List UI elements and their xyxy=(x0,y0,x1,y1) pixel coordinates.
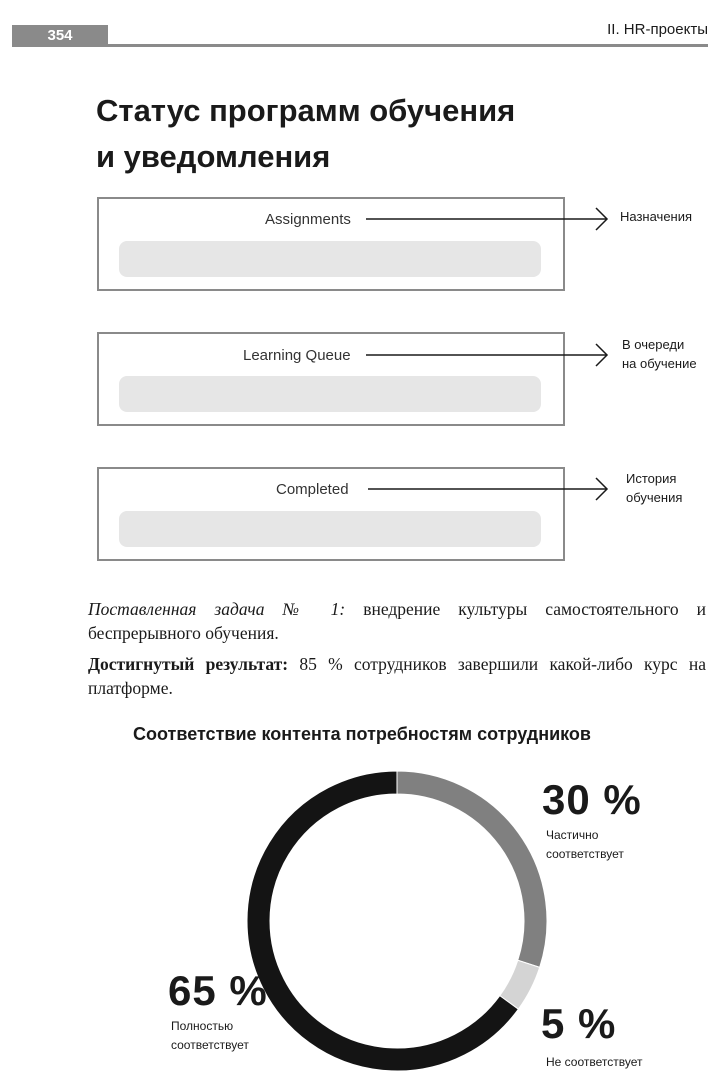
callout-completed-line1: История xyxy=(626,471,677,486)
section-title-line1: Статус программ обучения xyxy=(96,93,516,128)
data-label-none-pct: 5 % xyxy=(541,1000,617,1047)
task-text: внедрение культуры самостоятельного и беспрерывного обучения. xyxy=(88,599,706,643)
data-label-full-desc1: Полностью xyxy=(171,1019,234,1033)
result-text: 85 % сотрудников завершили какой-либо курс на платформе. xyxy=(88,654,706,698)
data-label-partial-desc2: соответствует xyxy=(546,847,624,861)
data-label-full-pct: 65 % xyxy=(168,967,268,1014)
callout-completed-line2: обучения xyxy=(626,490,683,505)
box-label-completed: Completed xyxy=(276,481,349,498)
callout-learning-queue-line1: В очереди xyxy=(622,337,685,352)
box-label-learning-queue: Learning Queue xyxy=(243,347,351,364)
callout-learning-queue-line2: на обучение xyxy=(622,356,697,371)
page-number: 354 xyxy=(12,25,108,47)
data-label-partial-pct: 30 % xyxy=(542,776,642,823)
callout-assignments-line1: Назначения xyxy=(620,209,693,224)
donut-slice-0 xyxy=(397,771,547,967)
result-label: Достигнутый результат: xyxy=(88,654,289,674)
data-label-full-desc2: соответствует xyxy=(171,1038,249,1052)
data-label-partial-desc xyxy=(546,826,624,864)
data-label-full-desc xyxy=(171,1017,249,1055)
section-title-line2: и уведомления xyxy=(96,139,331,174)
data-label-partial-desc1: Частично xyxy=(546,828,599,842)
task-label: Поставленная задача № 1: xyxy=(88,599,346,619)
chart-title: Соответствие контента потребностям сотрудников xyxy=(133,724,591,744)
running-head: II. HR-проекты xyxy=(607,21,708,38)
data-label-none-desc1: Не соответствует xyxy=(546,1055,643,1069)
data-label-none-desc xyxy=(546,1053,643,1072)
box-label-assignments: Assignments xyxy=(265,211,351,228)
